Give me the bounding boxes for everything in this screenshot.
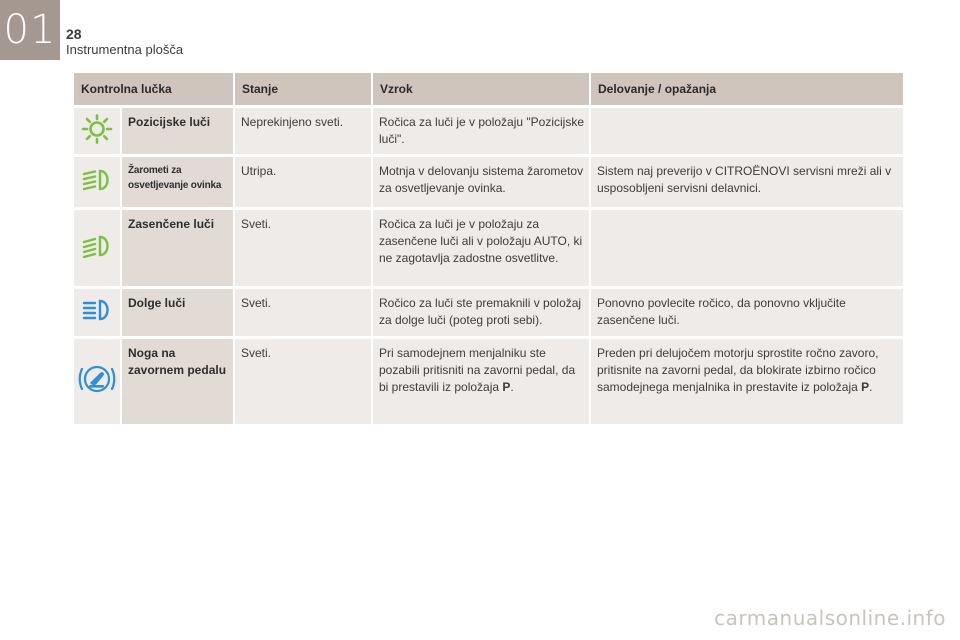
- foot-on-brake-icon: [78, 362, 116, 396]
- table-row: [74, 288, 903, 338]
- watermark: carmanualsonline.info: [714, 606, 946, 630]
- icon-cell: [74, 107, 121, 156]
- cause-end: .: [510, 380, 514, 394]
- row-action: [590, 338, 903, 424]
- position-lights-icon: [80, 114, 114, 144]
- column-header: Kontrolna lučka: [74, 73, 234, 107]
- row-state: Utripa.: [234, 156, 372, 209]
- table-row: [74, 107, 903, 156]
- chapter-tab: 01: [0, 0, 60, 60]
- row-cause: Ročica za luči je v položaju "Pozicijske luči".: [372, 107, 590, 156]
- column-header: Vzrok: [372, 73, 590, 107]
- row-state: Sveti.: [234, 338, 372, 424]
- row-label: Dolge luči: [121, 288, 234, 338]
- table-row: [74, 338, 903, 424]
- column-header: Stanje: [234, 73, 372, 107]
- action-end: .: [869, 380, 873, 394]
- cause-text: Pri samodejnem menjalniku ste pozabili pritisniti na zavorni pedal, da bi prestavili iz položaja: [379, 346, 576, 394]
- page-number: 28: [66, 26, 82, 42]
- column-header: Delovanje / opažanja: [590, 73, 903, 107]
- row-state: Sveti.: [234, 209, 372, 288]
- cornering-headlamps-icon: [80, 168, 114, 192]
- row-state: Neprekinjeno sveti.: [234, 107, 372, 156]
- icon-cell: [74, 338, 121, 424]
- warning-lights-table: [74, 73, 903, 424]
- row-cause: Ročica za luči je v položaju za zasenčene luči ali v položaju AUTO, ki ne zagotavlja zadostne osvetlitve.: [372, 209, 590, 288]
- main-beam-icon: [80, 298, 114, 322]
- icon-cell: [74, 288, 121, 338]
- gear-position: P: [861, 380, 870, 394]
- row-label: Pozicijske luči: [121, 107, 234, 156]
- row-action: Ponovno povlecite ročico, da ponovno vključite zasenčene luči.: [590, 288, 903, 338]
- dipped-beam-icon: [80, 234, 114, 258]
- row-action: [590, 209, 903, 288]
- row-label: Zasenčene luči: [121, 209, 234, 288]
- icon-cell: [74, 209, 121, 288]
- table-header-row: [74, 73, 903, 107]
- row-cause: [372, 338, 590, 424]
- section-title: Instrumentna plošča: [66, 42, 184, 57]
- row-cause: Motnja v delovanju sistema žarometov za osvetljevanje ovinka.: [372, 156, 590, 209]
- table-row: [74, 156, 903, 209]
- action-text: Preden pri delujočem motorju sprostite ročno zavoro, pritisnite na zavorni pedal, da blokirate izbirno ročico samodejnega menjalnika in prestavite iz položaja: [597, 346, 879, 394]
- row-label: Noga na zavornem pedalu: [121, 338, 234, 424]
- row-action: Sistem naj preverijo v CITROËNOVI servisni mreži ali v usposobljeni servisni delavnici.: [590, 156, 903, 209]
- row-state: Sveti.: [234, 288, 372, 338]
- icon-cell: [74, 156, 121, 209]
- gear-position: P: [502, 380, 511, 394]
- row-action: [590, 107, 903, 156]
- row-label: Žarometi za osvetljevanje ovinka: [121, 156, 234, 209]
- table-row: [74, 209, 903, 288]
- row-cause: Ročico za luči ste premaknili v položaj za dolge luči (poteg proti sebi).: [372, 288, 590, 338]
